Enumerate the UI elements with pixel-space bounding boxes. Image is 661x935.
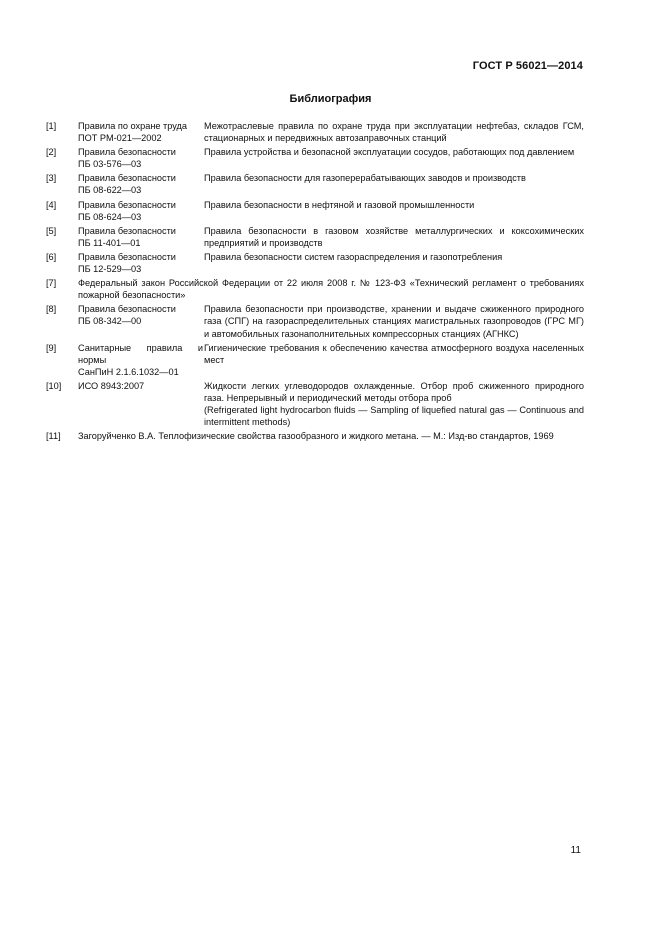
bibliography-entry — [46, 146, 584, 170]
source-line: нормы — [78, 354, 107, 365]
source-line: ПБ 11-401—01 — [78, 237, 141, 248]
source-line: Правила безопасности — [78, 225, 176, 236]
entry-source — [78, 380, 204, 428]
bibliography-entry — [46, 251, 584, 275]
source-line: ИСО 8943:2007 — [78, 380, 145, 391]
bibliography-entry — [46, 199, 584, 223]
description-en: (Refrigerated light hydrocarbon fluids — Sampling of liquefied natural gas — Continuous and intermittent methods) — [204, 405, 584, 428]
entry-number: [10] — [46, 380, 62, 391]
source-line: Правила безопасности — [78, 251, 176, 262]
entry-number: [3] — [46, 173, 57, 184]
entry-source — [78, 225, 204, 249]
source-line: ПОТ РМ-021—2002 — [78, 133, 162, 144]
entry-full-text: Федеральный закон Российской Федерации от 22 июля 2008 г. № 123-ФЗ «Технический регламент о требованиях пожарной безопасности» — [78, 278, 584, 301]
entry-description: Правила безопасности при производстве, хранении и выдаче сжиженного природного газа (СПГ) на газораспределительных станциях магистральных газопроводов (ГРС МГ) и автомобильных газонаполнительных компрессорных станциях (АГНКС) — [204, 304, 584, 339]
bibliography-entry — [46, 303, 584, 339]
entry-number: [7] — [46, 278, 57, 289]
bibliography-entry — [46, 120, 584, 144]
entry-description: Правила безопасности в нефтяной и газовой промышленности — [204, 199, 475, 210]
bibliography-entry — [46, 225, 584, 249]
section-title: Библиография — [289, 93, 372, 105]
source-line: ПБ 03-576—03 — [78, 159, 142, 170]
bibliography-entry — [46, 380, 584, 428]
entry-number: [2] — [46, 147, 57, 158]
entry-source — [78, 120, 204, 144]
page-number: 11 — [570, 845, 581, 856]
entry-number: [6] — [46, 251, 57, 262]
source-line: ПБ 08-622—03 — [78, 185, 142, 196]
bibliography-list — [46, 120, 584, 444]
source-line: Правила безопасности — [78, 173, 176, 184]
source-line: Правила по охране труда — [78, 121, 188, 131]
entry-number: [9] — [46, 342, 57, 353]
entry-source — [78, 251, 204, 275]
entry-description — [204, 380, 584, 428]
entry-description: Гигиенические требования к обеспечению качества атмосферного воздуха населенных мест — [204, 342, 584, 365]
entry-description: Межотраслевые правила по охране труда при эксплуатации нефтебаз, складов ГСМ, стационарных и передвижных автозаправочных станций — [204, 121, 584, 144]
entry-description: Правила устройства и безопасной эксплуатации сосудов, работающих под давлением — [204, 147, 575, 158]
entry-source — [78, 172, 204, 196]
document-designation: ГОСТ Р 56021—2014 — [472, 60, 583, 72]
source-line: Санитарные правила и — [78, 342, 203, 353]
entry-source — [78, 342, 204, 378]
source-line: ПБ 12-529—03 — [78, 264, 142, 275]
entry-description: Правила безопасности для газоперерабатывающих заводов и производств — [204, 173, 526, 184]
source-line: Правила безопасности — [78, 199, 176, 210]
entry-source — [78, 199, 204, 223]
source-line: Правила безопасности — [78, 304, 176, 315]
entry-full-text: Загоруйченко В.А. Теплофизические свойства газообразного и жидкого метана. — М.: Изд-во стандартов, 1969 — [78, 431, 554, 442]
source-line: ПБ 08-624—03 — [78, 211, 142, 222]
source-line: ПБ 08-342—00 — [78, 316, 142, 327]
description-ru: Жидкости легких углеводородов охлажденные. Отбор проб сжиженного природного газа. Непрерывный и периодический методы отбора проб — [204, 380, 584, 403]
entry-number: [5] — [46, 225, 57, 236]
entry-number: [1] — [46, 121, 57, 131]
entry-source — [78, 303, 204, 339]
source-line: СанПиН 2.1.6.1032—01 — [78, 366, 179, 377]
entry-number: [11] — [46, 431, 61, 442]
bibliography-entry — [46, 172, 584, 196]
bibliography-entry — [46, 430, 584, 442]
entry-source — [78, 146, 204, 170]
bibliography-entry — [46, 277, 584, 301]
source-line: Правила безопасности — [78, 147, 176, 158]
entry-description: Правила безопасности систем газораспределения и газопотребления — [204, 251, 503, 262]
entry-number: [8] — [46, 304, 57, 315]
bibliography-entry — [46, 342, 584, 378]
entry-number: [4] — [46, 199, 57, 210]
entry-description: Правила безопасности в газовом хозяйстве металлургических и коксохимических предприятий и производств — [204, 225, 584, 248]
